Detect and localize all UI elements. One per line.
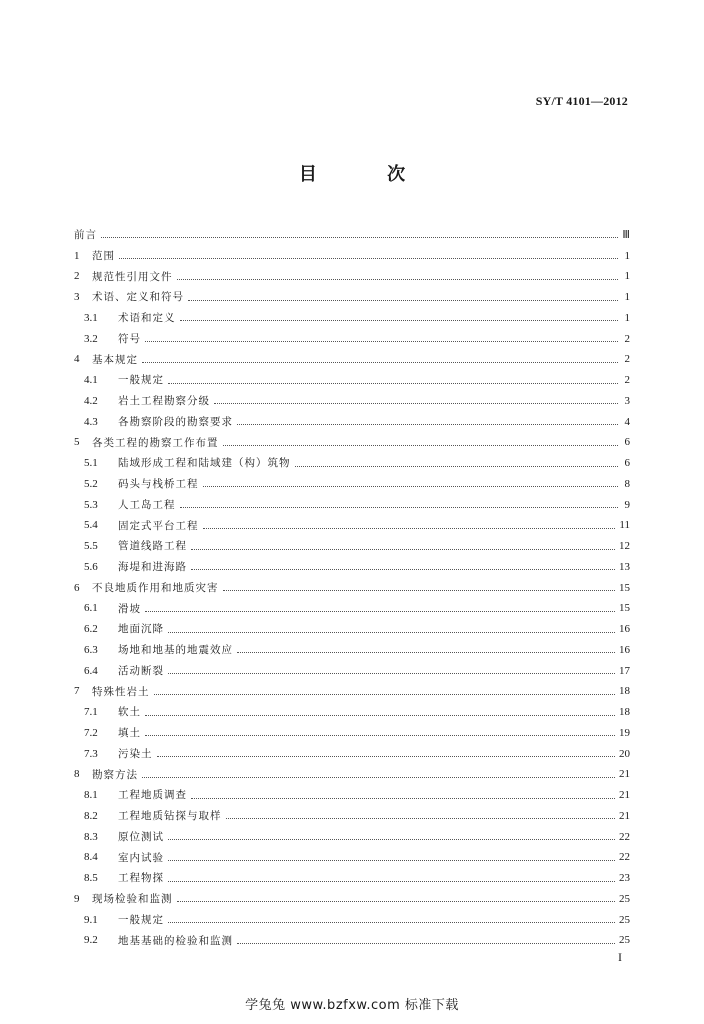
watermark-text: 学兔兔 www.bzfxw.com 标准下载 <box>245 998 459 1013</box>
toc-entry-number: 5 <box>74 436 80 449</box>
toc-entry[interactable] <box>74 350 630 371</box>
toc-entry-label: 固定式平台工程 <box>118 519 199 532</box>
dot-leader <box>168 383 618 384</box>
toc-entry[interactable] <box>74 516 630 537</box>
toc-entry-label: 各勘察阶段的勘察要求 <box>118 415 233 428</box>
dot-leader <box>168 632 615 633</box>
toc-entry-page: 22 <box>619 830 630 843</box>
toc-entry-number: 5.6 <box>84 560 98 573</box>
toc-entry-number: 8.2 <box>84 809 98 822</box>
toc-entry-label: 陆域形成工程和陆域建（构）筑物 <box>118 457 291 470</box>
toc-entry-label: 填土 <box>118 727 141 740</box>
toc-entry[interactable] <box>74 578 630 599</box>
toc-entry-page: 19 <box>619 726 630 739</box>
toc-entry[interactable] <box>74 744 630 765</box>
toc-entry[interactable] <box>74 619 630 640</box>
dot-leader <box>226 818 616 819</box>
dot-leader <box>191 549 615 550</box>
dot-leader <box>214 403 618 404</box>
toc-entry-page: 25 <box>619 892 630 905</box>
toc-entry-label: 管道线路工程 <box>118 540 187 553</box>
toc-entry[interactable] <box>74 599 630 620</box>
toc-entry-label: 特殊性岩土 <box>92 685 150 698</box>
toc-entry[interactable] <box>74 661 630 682</box>
toc-entry[interactable] <box>74 246 630 267</box>
dot-leader <box>188 300 618 301</box>
page-number: I <box>618 950 622 964</box>
toc-entry[interactable] <box>74 287 630 308</box>
toc-entry-label: 各类工程的勘察工作布置 <box>92 436 219 449</box>
toc-entry-number: 4.2 <box>84 394 98 407</box>
toc-entry-number: 9.1 <box>84 913 98 926</box>
toc-entry-number: 4.3 <box>84 415 98 428</box>
toc-entry-label: 符号 <box>118 332 141 345</box>
toc-entry-label: 勘察方法 <box>92 768 138 781</box>
toc-entry[interactable] <box>74 827 630 848</box>
dot-leader <box>177 901 616 902</box>
dot-leader <box>157 756 616 757</box>
toc-entry-page: 18 <box>619 706 630 719</box>
toc-entry-label: 工程地质调查 <box>118 789 187 802</box>
toc-entry-page: 2 <box>624 332 630 345</box>
toc-entry-label: 术语和定义 <box>118 312 176 325</box>
page-title: 目 次 <box>298 164 438 185</box>
toc-entry-page: 1 <box>624 249 630 262</box>
toc-entry-number: 5.4 <box>84 519 98 532</box>
standard-number: SY/T 4101—2012 <box>535 94 628 108</box>
dot-leader <box>237 424 618 425</box>
toc-entry-number: 9.2 <box>84 934 98 947</box>
toc-entry-label: 地面沉降 <box>118 623 164 636</box>
toc-entry-number: 7.1 <box>84 706 98 719</box>
dot-leader <box>203 528 616 529</box>
toc-entry[interactable] <box>74 848 630 869</box>
toc-entry-label: 岩土工程勘察分级 <box>118 395 210 408</box>
toc-entry[interactable] <box>74 453 630 474</box>
toc-entry[interactable] <box>74 889 630 910</box>
toc-entry-page: 25 <box>619 934 630 947</box>
dot-leader <box>142 362 618 363</box>
toc-entry-page: 2 <box>624 353 630 366</box>
toc-entry-page: 18 <box>619 685 630 698</box>
toc-entry-number: 5.1 <box>84 457 98 470</box>
toc-entry-page: 1 <box>624 270 630 283</box>
toc-entry-page: 16 <box>619 643 630 656</box>
toc-entry-page: 21 <box>619 809 630 822</box>
toc-entry-label: 地基基础的检验和监测 <box>118 934 233 947</box>
toc-entry-label: 码头与栈桥工程 <box>118 478 199 491</box>
dot-leader <box>177 279 619 280</box>
toc-entry-page: 21 <box>619 768 630 781</box>
toc-entry-label: 海堤和进海路 <box>118 561 187 574</box>
toc-entry[interactable] <box>74 329 630 350</box>
dot-leader <box>119 258 618 259</box>
toc-entry[interactable] <box>74 267 630 288</box>
toc-entry-number: 6.1 <box>84 602 98 615</box>
toc-entry-number: 8.1 <box>84 789 98 802</box>
toc-entry-label: 一般规定 <box>118 913 164 926</box>
toc-entry[interactable] <box>74 868 630 889</box>
toc-entry-page: 15 <box>619 602 630 615</box>
toc-entry-label: 前言 <box>74 229 97 242</box>
dot-leader <box>168 922 615 923</box>
toc-entry-label: 原位测试 <box>118 830 164 843</box>
toc-entry-label: 软土 <box>118 706 141 719</box>
toc-entry-number: 4 <box>74 353 80 366</box>
toc-entry-page: 20 <box>619 747 630 760</box>
table-of-contents <box>74 225 630 951</box>
toc-entry-label: 场地和地基的地震效应 <box>118 644 233 657</box>
toc-entry-number: 3.2 <box>84 332 98 345</box>
toc-entry[interactable] <box>74 225 630 246</box>
toc-entry-number: 6.3 <box>84 643 98 656</box>
toc-entry[interactable] <box>74 682 630 703</box>
toc-entry-number: 5.3 <box>84 498 98 511</box>
toc-entry-page: 12 <box>619 540 630 553</box>
toc-entry-number: 7.2 <box>84 726 98 739</box>
toc-entry-page: 13 <box>619 560 630 573</box>
toc-entry-label: 一般规定 <box>118 374 164 387</box>
dot-leader <box>237 943 615 944</box>
toc-entry[interactable] <box>74 640 630 661</box>
toc-entry-page: 1 <box>624 291 630 304</box>
toc-entry-page: 6 <box>624 457 630 470</box>
toc-entry-page: 2 <box>624 374 630 387</box>
dot-leader <box>191 569 615 570</box>
toc-entry-number: 8.5 <box>84 872 98 885</box>
toc-entry-label: 滑坡 <box>118 602 141 615</box>
toc-entry-page: 16 <box>619 623 630 636</box>
toc-entry-number: 1 <box>74 249 80 262</box>
toc-entry-number: 3 <box>74 291 80 304</box>
dot-leader <box>168 860 615 861</box>
toc-entry-label: 规范性引用文件 <box>92 270 173 283</box>
toc-entry-label: 工程地质钻探与取样 <box>118 810 222 823</box>
toc-entry-label: 现场检验和监测 <box>92 893 173 906</box>
dot-leader <box>145 735 615 736</box>
toc-entry[interactable] <box>74 370 630 391</box>
toc-entry-number: 9 <box>74 892 80 905</box>
toc-entry[interactable] <box>74 433 630 454</box>
toc-entry-page: 23 <box>619 872 630 885</box>
toc-entry-page: 9 <box>624 498 630 511</box>
dot-leader <box>145 715 615 716</box>
toc-entry[interactable] <box>74 412 630 433</box>
toc-entry[interactable] <box>74 931 630 952</box>
toc-entry-number: 8.4 <box>84 851 98 864</box>
toc-entry-page: 8 <box>624 477 630 490</box>
toc-entry-page: 3 <box>624 394 630 407</box>
dot-leader <box>237 652 615 653</box>
dot-leader <box>168 673 615 674</box>
toc-entry-number: 6.2 <box>84 623 98 636</box>
toc-entry-number: 3.1 <box>84 311 98 324</box>
toc-entry-number: 7.3 <box>84 747 98 760</box>
toc-entry-label: 室内试验 <box>118 851 164 864</box>
dot-leader <box>223 445 619 446</box>
dot-leader <box>203 486 619 487</box>
dot-leader <box>154 694 616 695</box>
dot-leader <box>295 466 619 467</box>
toc-entry-page: 1 <box>624 311 630 324</box>
toc-entry-number: 8.3 <box>84 830 98 843</box>
toc-entry-label: 污染土 <box>118 747 153 760</box>
toc-entry-page: 21 <box>619 789 630 802</box>
toc-entry[interactable] <box>74 391 630 412</box>
toc-entry-label: 基本规定 <box>92 353 138 366</box>
toc-entry-page: 4 <box>624 415 630 428</box>
toc-entry-page: 15 <box>619 581 630 594</box>
toc-entry-label: 工程物探 <box>118 872 164 885</box>
toc-entry-page: 17 <box>619 664 630 677</box>
dot-leader <box>168 839 615 840</box>
toc-entry-number: 5.5 <box>84 540 98 553</box>
toc-entry[interactable] <box>74 785 630 806</box>
toc-entry-page: 11 <box>619 519 630 532</box>
toc-entry-label: 活动断裂 <box>118 664 164 677</box>
toc-entry-number: 2 <box>74 270 80 283</box>
toc-entry-label: 术语、定义和符号 <box>92 291 184 304</box>
dot-leader <box>223 590 616 591</box>
toc-entry[interactable] <box>74 495 630 516</box>
toc-entry-page: 22 <box>619 851 630 864</box>
toc-entry-page: Ⅲ <box>622 228 630 241</box>
dot-leader <box>168 881 615 882</box>
toc-entry-number: 4.1 <box>84 374 98 387</box>
toc-entry[interactable] <box>74 702 630 723</box>
toc-entry-page: 6 <box>624 436 630 449</box>
toc-entry-number: 6 <box>74 581 80 594</box>
toc-entry-number: 5.2 <box>84 477 98 490</box>
toc-entry-page: 25 <box>619 913 630 926</box>
toc-entry-label: 人工岛工程 <box>118 498 176 511</box>
toc-entry[interactable] <box>74 557 630 578</box>
dot-leader <box>101 237 618 238</box>
toc-entry-number: 6.4 <box>84 664 98 677</box>
toc-entry[interactable] <box>74 308 630 329</box>
toc-entry[interactable] <box>74 474 630 495</box>
toc-entry[interactable] <box>74 806 630 827</box>
dot-leader <box>145 341 618 342</box>
toc-entry-label: 不良地质作用和地质灾害 <box>92 581 219 594</box>
toc-entry[interactable] <box>74 765 630 786</box>
toc-entry[interactable] <box>74 723 630 744</box>
dot-leader <box>142 777 615 778</box>
toc-entry-number: 8 <box>74 768 80 781</box>
dot-leader <box>145 611 615 612</box>
toc-entry[interactable] <box>74 910 630 931</box>
toc-entry-label: 范围 <box>92 249 115 262</box>
dot-leader <box>191 798 615 799</box>
toc-entry[interactable] <box>74 536 630 557</box>
dot-leader <box>180 320 619 321</box>
toc-entry-number: 7 <box>74 685 80 698</box>
dot-leader <box>180 507 619 508</box>
